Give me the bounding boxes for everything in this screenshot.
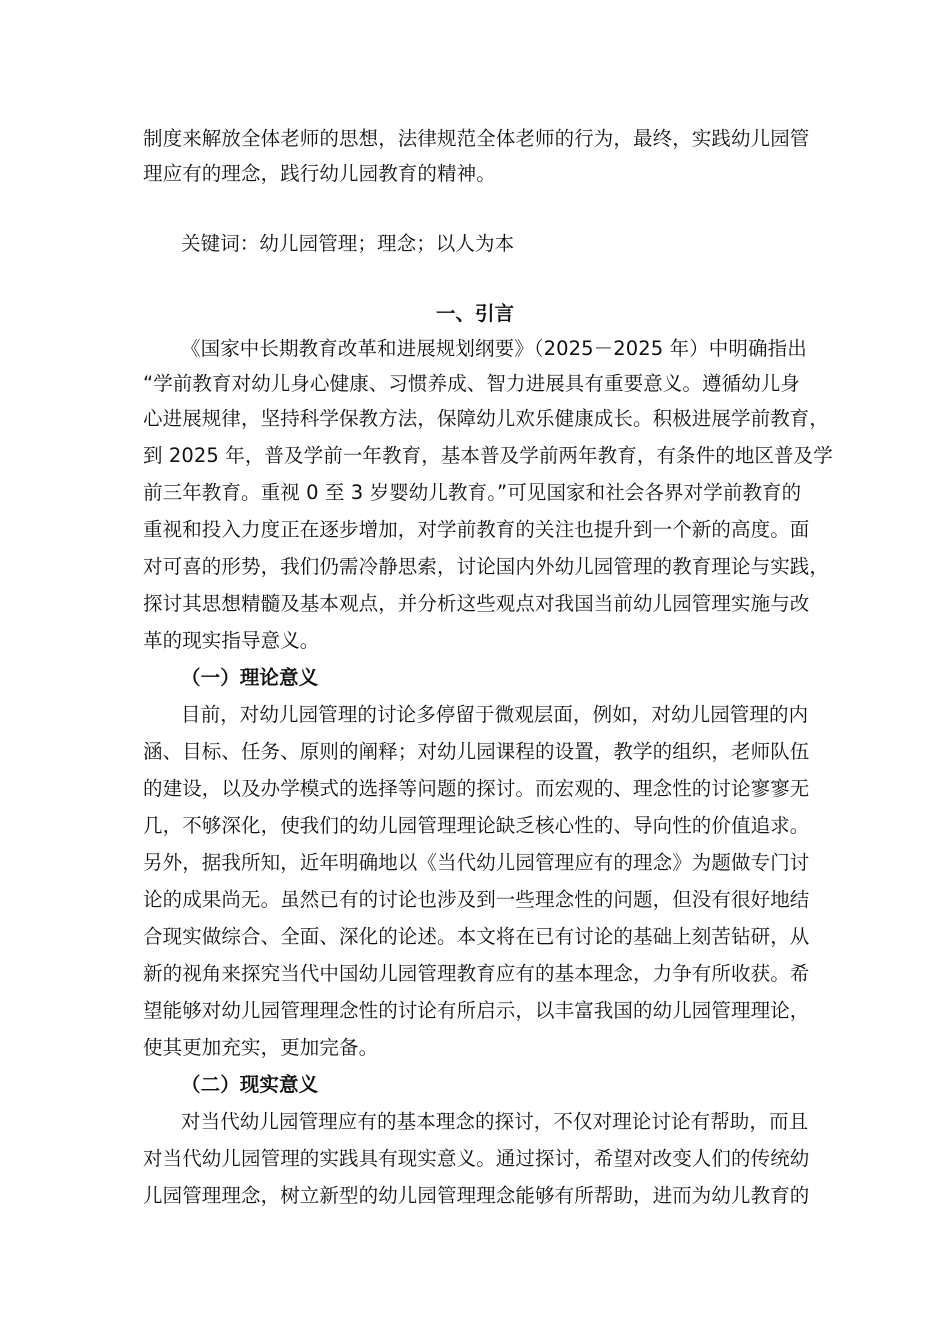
paragraph-line: 论的成果尚无。虽然已有的讨论也涉及到一些理念性的问题，但没有很好地结 xyxy=(143,888,810,911)
paragraph-line: 对可喜的形势，我们仍需冷静思索，讨论国内外幼儿园管理的教育理论与实践， xyxy=(143,555,830,578)
paragraph-line: 《国家中长期教育改革和进展规划纲要》（2025－2025 年）中明确指出 xyxy=(181,337,807,360)
paragraph-line: 探讨其思想精髓及基本观点，并分析这些观点对我国当前幼儿园管理实施与改 xyxy=(143,592,810,615)
paragraph-line: 涵、目标、任务、原则的阐释；对幼儿园课程的设置，教学的组织，老师队伍 xyxy=(143,740,810,763)
paragraph-line: 望能够对幼儿园管理理念性的讨论有所启示，以丰富我国的幼儿园管理理论， xyxy=(143,999,810,1022)
paragraph-line: 儿园管理理念，树立新型的幼儿园管理理念能够有所帮助，进而为幼儿教育的 xyxy=(143,1184,810,1207)
paragraph-line: 对当代幼儿园管理的实践具有现实意义。通过探讨，希望对改变人们的传统幼 xyxy=(143,1147,810,1170)
paragraph-line: “学前教育对幼儿身心健康、习惯养成、智力进展具有重要意义。遵循幼儿身 xyxy=(143,372,801,395)
section-heading: 一、引言 xyxy=(435,302,514,325)
paragraph-line: 前三年教育。重视 0 至 3 岁婴幼儿教育。”可见国家和社会各界对学前教育的 xyxy=(143,481,802,504)
abstract-line: 制度来解放全体老师的思想，法律规范全体老师的行为，最终，实践幼儿园管 xyxy=(143,127,810,150)
paragraph-line: 心进展规律，坚持科学保教方法，保障幼儿欢乐健康成长。积极进展学前教育， xyxy=(143,407,830,430)
paragraph-line: 合现实做综合、全面、深化的论述。本文将在已有讨论的基础上刻苦钻研，从 xyxy=(143,925,810,948)
paragraph-line: 使其更加充实，更加完备。 xyxy=(143,1036,379,1059)
paragraph-line: 几，不够深化，使我们的幼儿园管理理论缺乏核心性的、导向性的价值追求。 xyxy=(143,814,810,837)
paragraph-line: 另外，据我所知，近年明确地以《当代幼儿园管理应有的理念》为题做专门讨 xyxy=(143,851,810,874)
paragraph-line: 的建设，以及办学模式的选择等问题的探讨。而宏观的、理念性的讨论寥寥无 xyxy=(143,777,810,800)
paragraph-line: 重视和投入力度正在逐步增加，对学前教育的关注也提升到一个新的高度。面 xyxy=(143,518,810,541)
abstract-line: 理应有的理念，践行幼儿园教育的精神。 xyxy=(143,162,496,185)
paragraph-line: 对当代幼儿园管理应有的基本理念的探讨，不仅对理论讨论有帮助，而且 xyxy=(181,1110,809,1133)
subsection-heading: （二）现实意义 xyxy=(181,1073,319,1096)
paragraph-line: 革的现实指导意义。 xyxy=(143,629,320,652)
paragraph-line: 到 2025 年，普及学前一年教育，基本普及学前两年教育，有条件的地区普及学 xyxy=(143,444,833,467)
paragraph-line: 目前，对幼儿园管理的讨论多停留于微观层面，例如，对幼儿园管理的内 xyxy=(181,703,809,726)
subsection-heading: （一）理论意义 xyxy=(181,666,319,689)
paragraph-line: 新的视角来探究当代中国幼儿园管理教育应有的基本理念，力争有所收获。希 xyxy=(143,962,810,985)
keywords: 关键词：幼儿园管理；理念；以人为本 xyxy=(181,232,515,255)
